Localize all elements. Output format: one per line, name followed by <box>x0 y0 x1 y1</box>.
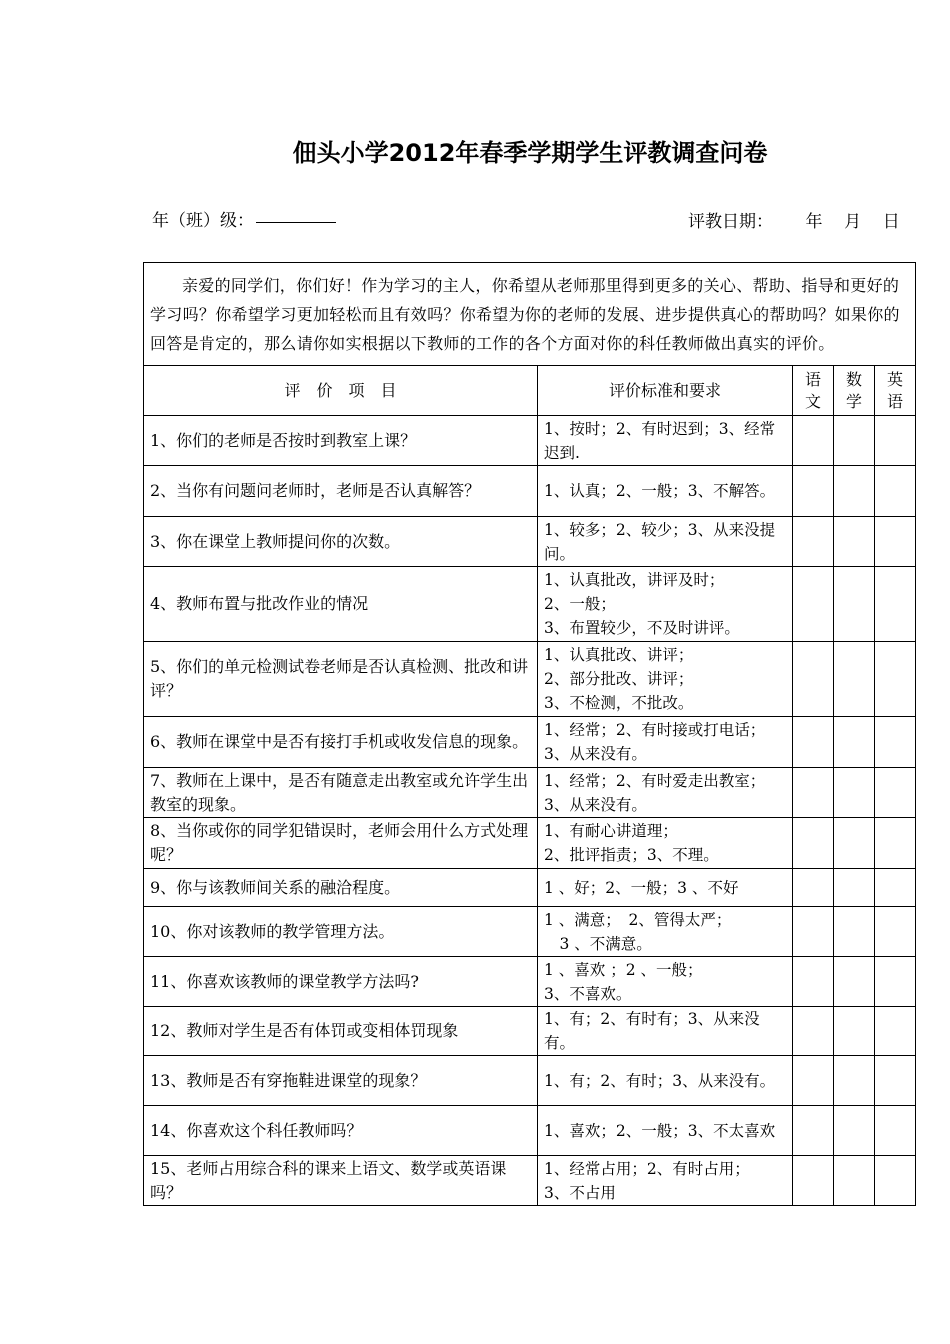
criteria-cell <box>538 818 793 869</box>
grade-class-field <box>152 206 336 231</box>
criteria-line: 1 、喜欢 ；2 、一般； <box>544 960 703 979</box>
header-chinese-2: 文 <box>804 391 821 411</box>
criteria-cell <box>538 768 793 818</box>
grade-class-label: 年（班）级： <box>152 211 254 231</box>
criteria-cell <box>538 466 793 517</box>
intro-text: 亲爱的同学们，你们好！作为学习的主人，你希望从老师那里得到更多的关心、帮助、指导和更好的学习吗？你希望学习更加轻松而且有效吗？你希望为你的老师的发展、进步提供真心的帮助吗？如果你的回答是肯定的，那么请你如实根据以下教师的工作的各个方面对你的科任教师做出真实的评价。 <box>144 263 916 366</box>
header-english <box>875 366 916 416</box>
item-cell: 15、老师占用综合科的课来上语文、数学或英语课吗？ <box>144 1156 538 1206</box>
criteria-line: 1 、满意； 2、管得太严； <box>544 910 732 929</box>
header-chinese <box>793 366 834 416</box>
table-row <box>144 907 916 957</box>
rating-cell-chinese[interactable] <box>793 1106 834 1156</box>
rating-cell-english[interactable] <box>875 1056 916 1106</box>
criteria-cell <box>538 869 793 907</box>
header-math-1: 数 <box>845 369 862 389</box>
survey-rows <box>144 416 916 1206</box>
item-cell: 11、你喜欢该教师的课堂教学方法吗? <box>144 957 538 1007</box>
criteria-line: 1、经常；2、有时爱走出教室； <box>544 771 766 790</box>
rating-cell-chinese[interactable] <box>793 907 834 957</box>
rating-cell-chinese[interactable] <box>793 717 834 768</box>
criteria-line: 1、认真批改，讲评及时； <box>544 571 725 589</box>
criteria-line: 1、有；2、有时；3、从来没有。 <box>544 1071 776 1090</box>
rating-cell-english[interactable] <box>875 642 916 717</box>
rating-cell-math[interactable] <box>834 466 875 517</box>
rating-cell-english[interactable] <box>875 818 916 869</box>
criteria-line: 1、认真批改、讲评； <box>544 646 694 664</box>
rating-cell-english[interactable] <box>875 567 916 642</box>
criteria-line: 1、喜欢；2、一般；3、不太喜欢 <box>544 1121 776 1140</box>
criteria-line: 3 、不满意。 <box>544 934 652 953</box>
criteria-cell <box>538 1007 793 1056</box>
criteria-line: 3、布置较少，不及时讲评。 <box>544 619 740 637</box>
rating-cell-math[interactable] <box>834 1007 875 1056</box>
criteria-line: 1、较多；2、较少；3、从来没提问。 <box>544 520 776 563</box>
page-title: 佃头小学2012年春季学期学生评教调查问卷 <box>292 139 768 167</box>
rating-cell-english[interactable] <box>875 466 916 517</box>
rating-cell-math[interactable] <box>834 717 875 768</box>
table-row <box>144 1056 916 1106</box>
item-cell: 4、教师布置与批改作业的情况 <box>144 567 538 642</box>
rating-cell-math[interactable] <box>834 1106 875 1156</box>
header-chinese-1: 语 <box>804 369 821 389</box>
rating-cell-english[interactable] <box>875 517 916 567</box>
rating-cell-english[interactable] <box>875 717 916 768</box>
criteria-cell <box>538 416 793 466</box>
criteria-line: 1、有；2、有时有；3、从来没有。 <box>544 1010 760 1052</box>
rating-cell-math[interactable] <box>834 907 875 957</box>
criteria-line: 1、经常占用；2、有时占用； <box>544 1159 750 1178</box>
rating-cell-chinese[interactable] <box>793 1156 834 1206</box>
criteria-line: 1、按时；2、有时迟到；3、经常迟到. <box>544 419 776 462</box>
rating-cell-english[interactable] <box>875 416 916 466</box>
rating-cell-english[interactable] <box>875 1156 916 1206</box>
rating-cell-chinese[interactable] <box>793 869 834 907</box>
criteria-cell <box>538 957 793 1007</box>
item-cell: 14、你喜欢这个科任教师吗？ <box>144 1106 538 1156</box>
table-row <box>144 818 916 869</box>
rating-cell-math[interactable] <box>834 1156 875 1206</box>
item-cell: 1、你们的老师是否按时到教室上课？ <box>144 416 538 466</box>
rating-cell-english[interactable] <box>875 1106 916 1156</box>
rating-cell-chinese[interactable] <box>793 416 834 466</box>
rating-cell-chinese[interactable] <box>793 1007 834 1056</box>
table-row <box>144 517 916 567</box>
criteria-cell <box>538 1056 793 1106</box>
criteria-cell <box>538 642 793 717</box>
rating-cell-english[interactable] <box>875 907 916 957</box>
header-math <box>834 366 875 416</box>
date-label: 评教日期： <box>688 212 773 232</box>
survey-table <box>143 262 916 1206</box>
item-cell: 9、你与该教师间关系的融洽程度。 <box>144 869 538 907</box>
criteria-line: 3、从来没有。 <box>544 745 647 763</box>
date-month-label: 月 <box>844 212 862 232</box>
criteria-line: 2、部分批改、讲评； <box>544 670 694 688</box>
rating-cell-chinese[interactable] <box>793 517 834 567</box>
rating-cell-math[interactable] <box>834 957 875 1007</box>
rating-cell-math[interactable] <box>834 517 875 567</box>
criteria-line: 3、不检测，不批改。 <box>544 694 694 712</box>
rating-cell-chinese[interactable] <box>793 466 834 517</box>
criteria-line: 1、有耐心讲道理； <box>544 822 678 840</box>
table-row <box>144 416 916 466</box>
evaluation-date-field <box>688 207 900 232</box>
criteria-cell <box>538 907 793 957</box>
criteria-line: 1、经常；2、有时接或打电话； <box>544 721 766 739</box>
table-row <box>144 567 916 642</box>
header-criteria: 评价标准和要求 <box>538 366 793 416</box>
criteria-line: 1、认真；2、一般；3、不解答。 <box>544 482 776 500</box>
item-cell: 13、教师是否有穿拖鞋进课堂的现象？ <box>144 1056 538 1106</box>
rating-cell-chinese[interactable] <box>793 567 834 642</box>
intro-row <box>144 263 916 366</box>
date-year-label: 年 <box>805 212 823 232</box>
item-cell: 8、当你或你的同学犯错误时，老师会用什么方式处理呢？ <box>144 818 538 869</box>
rating-cell-math[interactable] <box>834 818 875 869</box>
header-english-1: 英 <box>887 369 904 389</box>
table-row <box>144 1106 916 1156</box>
table-row <box>144 717 916 768</box>
rating-cell-math[interactable] <box>834 869 875 907</box>
table-row <box>144 957 916 1007</box>
rating-cell-english[interactable] <box>875 957 916 1007</box>
criteria-cell <box>538 517 793 567</box>
criteria-line: 3、不喜欢。 <box>544 984 632 1003</box>
rating-cell-chinese[interactable] <box>793 1056 834 1106</box>
header-item: 评 价 项 目 <box>144 366 538 416</box>
criteria-line: 1 、好；2、一般；3 、不好 <box>544 878 739 897</box>
table-row <box>144 466 916 517</box>
rating-cell-math[interactable] <box>834 1056 875 1106</box>
item-cell: 12、教师对学生是否有体罚或变相体罚现象 <box>144 1007 538 1056</box>
date-day-label: 日 <box>882 212 900 232</box>
item-cell: 10、你对该教师的教学管理方法。 <box>144 907 538 957</box>
rating-cell-math[interactable] <box>834 768 875 818</box>
item-cell: 7、教师在上课中，是否有随意走出教室或允许学生出教室的现象。 <box>144 768 538 818</box>
rating-cell-chinese[interactable] <box>793 768 834 818</box>
criteria-cell <box>538 1156 793 1206</box>
rating-cell-chinese[interactable] <box>793 642 834 717</box>
table-row <box>144 642 916 717</box>
criteria-line: 3、不占用 <box>544 1183 616 1202</box>
header-row <box>144 366 916 416</box>
table-row <box>144 1007 916 1056</box>
header-math-2: 学 <box>845 391 862 411</box>
table-row <box>144 768 916 818</box>
table-row <box>144 1156 916 1206</box>
item-cell: 5、你们的单元检测试卷老师是否认真检测、批改和讲评？ <box>144 642 538 717</box>
item-cell: 3、你在课堂上教师提问你的次数。 <box>144 517 538 567</box>
rating-cell-math[interactable] <box>834 567 875 642</box>
criteria-cell <box>538 567 793 642</box>
rating-cell-chinese[interactable] <box>793 957 834 1007</box>
item-cell: 6、教师在课堂中是否有接打手机或收发信息的现象。 <box>144 717 538 768</box>
header-english-2: 语 <box>887 391 904 411</box>
criteria-line: 2、批评指责；3、不理。 <box>544 846 719 864</box>
rating-cell-math[interactable] <box>834 642 875 717</box>
criteria-cell <box>538 1106 793 1156</box>
item-cell: 2、当你有问题问老师时，老师是否认真解答？ <box>144 466 538 517</box>
table-row <box>144 869 916 907</box>
grade-class-blank[interactable] <box>256 206 336 223</box>
rating-cell-math[interactable] <box>834 416 875 466</box>
criteria-cell <box>538 717 793 768</box>
criteria-line: 2、一般； <box>544 595 616 613</box>
rating-cell-chinese[interactable] <box>793 818 834 869</box>
rating-cell-english[interactable] <box>875 869 916 907</box>
criteria-line: 3、从来没有。 <box>544 795 647 814</box>
rating-cell-english[interactable] <box>875 1007 916 1056</box>
rating-cell-english[interactable] <box>875 768 916 818</box>
